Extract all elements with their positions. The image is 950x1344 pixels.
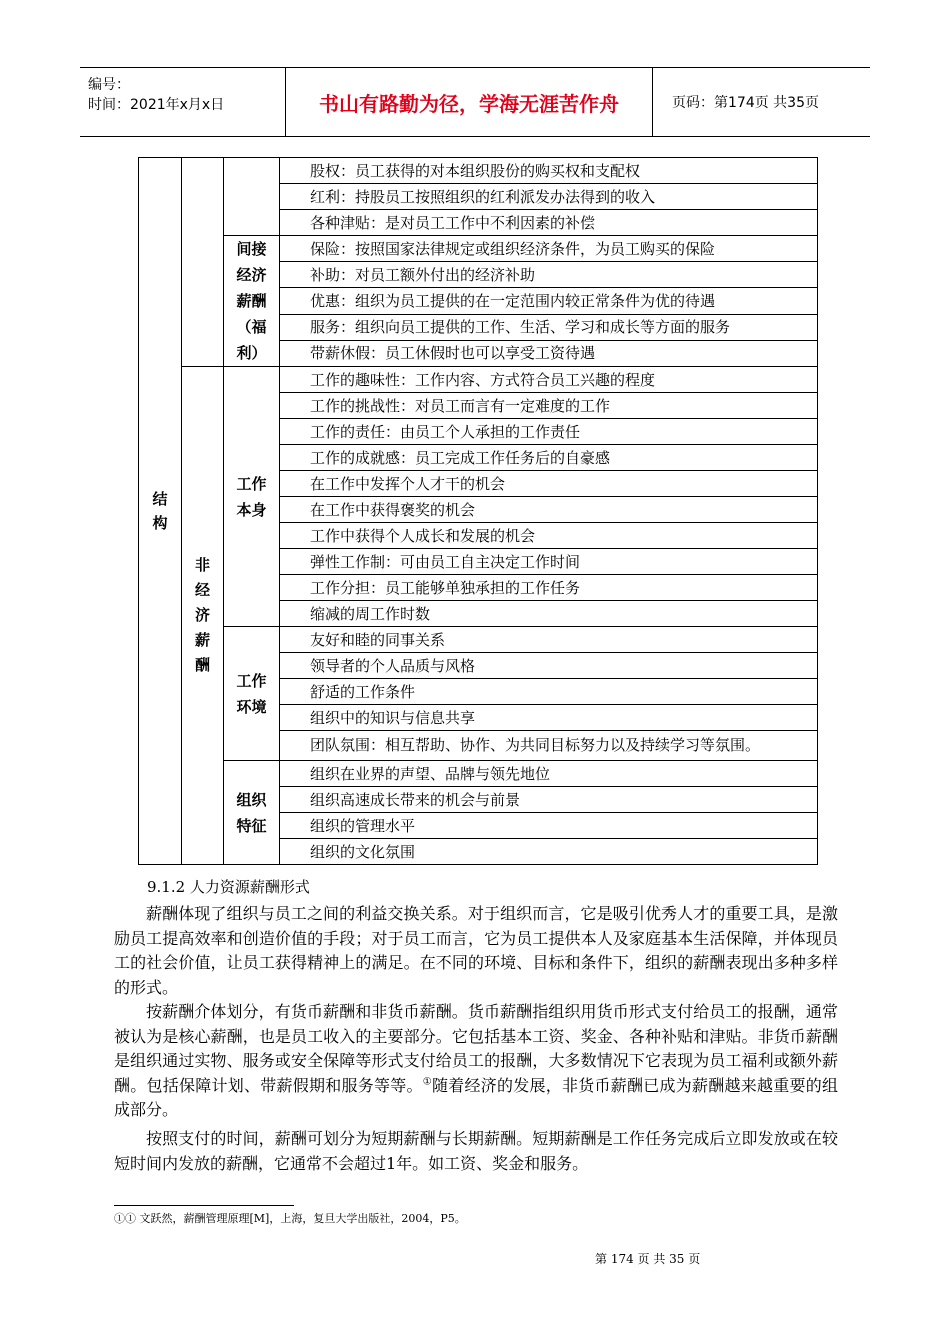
- paragraph-1: 薪酬体现了组织与员工之间的利益交换关系。对于组织而言，它是吸引优秀人才的重要工具，是激励员工提高效率和创造价值的手段；对于员工而言，它为员工提供本人及家庭基本生活保障，并体现员工的社会价值，让员工获得精神上的满足。在不同的环境、目标和条件下，组织的薪酬表现出多种多样的形式。: [114, 904, 838, 997]
- table-row: 领导者的个人品质与风格: [280, 653, 818, 679]
- header-number: 编号：: [88, 77, 130, 93]
- table-row: 舒适的工作条件: [280, 679, 818, 705]
- table-row: 保险：按照国家法律规定或组织经济条件，为员工购买的保险: [280, 236, 818, 262]
- blank-cell: [182, 158, 224, 367]
- table-row: 补助：对员工额外付出的经济补助: [280, 262, 818, 288]
- group-org-features: [224, 761, 280, 865]
- page-footer: 第 174 页 共 35 页: [595, 1252, 701, 1266]
- table-row: 组织中的知识与信息共享: [280, 705, 818, 731]
- page-header: [80, 67, 870, 137]
- table-row: 工作的挑战性：对员工而言有一定难度的工作: [280, 393, 818, 419]
- table-row: 组织的文化氛围: [280, 839, 818, 865]
- blank-cell: [224, 158, 280, 236]
- group-indirect-pay: [224, 236, 280, 367]
- paragraph-2-tail: 随着经济的发展，非货币薪酬已成为薪酬越来越重要的组成部分。: [114, 1075, 838, 1119]
- table-row: 股权：员工获得的对本组织股份的购买权和支配权: [280, 158, 818, 184]
- table-row: 各种津贴：是对员工工作中不利因素的补偿: [280, 210, 818, 236]
- group-job-itself: [224, 367, 280, 627]
- table-row: 红利：持股员工按照组织的红利派发办法得到的收入: [280, 184, 818, 210]
- footnote: ①① 文跃然，薪酬管理原理[M]，上海，复旦大学出版社，2004，P5。: [114, 1212, 466, 1225]
- paragraph-3: 按照支付的时间，薪酬可划分为短期薪酬与长期薪酬。短期薪酬是工作任务完成后立即发放或在较短时间内发放的薪酬，它通常不会超过1年。如工资、奖金和服务。: [114, 1129, 838, 1173]
- structure-label-text: 结构: [152, 490, 168, 532]
- table-row: 友好和睦的同事关系: [280, 627, 818, 653]
- table-row: 服务：组织向员工提供的工作、生活、学习和成长等方面的服务: [280, 314, 818, 340]
- table-row: 缩减的周工作时数: [280, 601, 818, 627]
- table-row: 优惠：组织为员工提供的在一定范围内较正常条件为优的待遇: [280, 288, 818, 314]
- header-meta: [80, 68, 286, 136]
- table-row: 团队氛围：相互帮助、协作、为共同目标努力以及持续学习等氛围。: [280, 731, 818, 761]
- group-indirect-pay-label: 间接经济薪酬（福利）: [236, 240, 267, 362]
- compensation-table: [138, 157, 818, 865]
- table-row: 在工作中获得褒奖的机会: [280, 497, 818, 523]
- non-economic-label: [182, 367, 224, 865]
- table-row: 组织高速成长带来的机会与前景: [280, 787, 818, 813]
- table-row: 带薪休假：员工休假时也可以享受工资待遇: [280, 340, 818, 366]
- table-row: 在工作中发挥个人才干的机会: [280, 471, 818, 497]
- footnote-ref: ①: [422, 1076, 432, 1088]
- table-row: 工作的趣味性：工作内容、方式符合员工兴趣的程度: [280, 367, 818, 393]
- table-row: 工作中获得个人成长和发展的机会: [280, 523, 818, 549]
- header-page: 页码：第174页 共35页: [672, 95, 819, 111]
- table-row: 工作的责任：由员工个人承担的工作责任: [280, 419, 818, 445]
- paragraph-2-text: 按薪酬介体划分，有货币薪酬和非货币薪酬。货币薪酬指组织用货币形式支付给员工的报酬，通常被认为是核心薪酬，也是员工收入的主要部分。它包括基本工资、奖金、各种补贴和津贴。非货币薪酬是组织通过实物、服务或安全保障等形式支付给员工的报酬，大多数情况下它表现为员工福利或额外薪酬。包括保障计划、带薪假期和服务等等。: [114, 1002, 838, 1095]
- table-row: 组织在业界的声望、品牌与领先地位: [280, 761, 818, 787]
- non-economic-label-text: 非经济薪酬: [194, 556, 210, 674]
- group-org-features-label: 组织特征: [236, 790, 267, 835]
- table-row: 弹性工作制：可由员工自主决定工作时间: [280, 549, 818, 575]
- group-work-environment-label: 工作环境: [236, 671, 267, 716]
- table-row: 组织的管理水平: [280, 813, 818, 839]
- footnote-divider: [114, 1205, 294, 1206]
- paragraph-2: [114, 1000, 838, 1123]
- group-job-itself-label: 工作本身: [236, 474, 267, 519]
- header-motto: 书山有路勤为径，学海无涯苦作舟: [286, 68, 653, 136]
- group-work-environment: [224, 627, 280, 761]
- header-date: 时间：2021年x月x日: [88, 97, 225, 113]
- header-page-info: [662, 68, 870, 136]
- table-row: 工作分担：员工能够单独承担的工作任务: [280, 575, 818, 601]
- table-row: 工作的成就感：员工完成工作任务后的自豪感: [280, 445, 818, 471]
- section-title: 9.1.2 人力资源薪酬形式: [147, 878, 310, 896]
- structure-label: [139, 158, 182, 865]
